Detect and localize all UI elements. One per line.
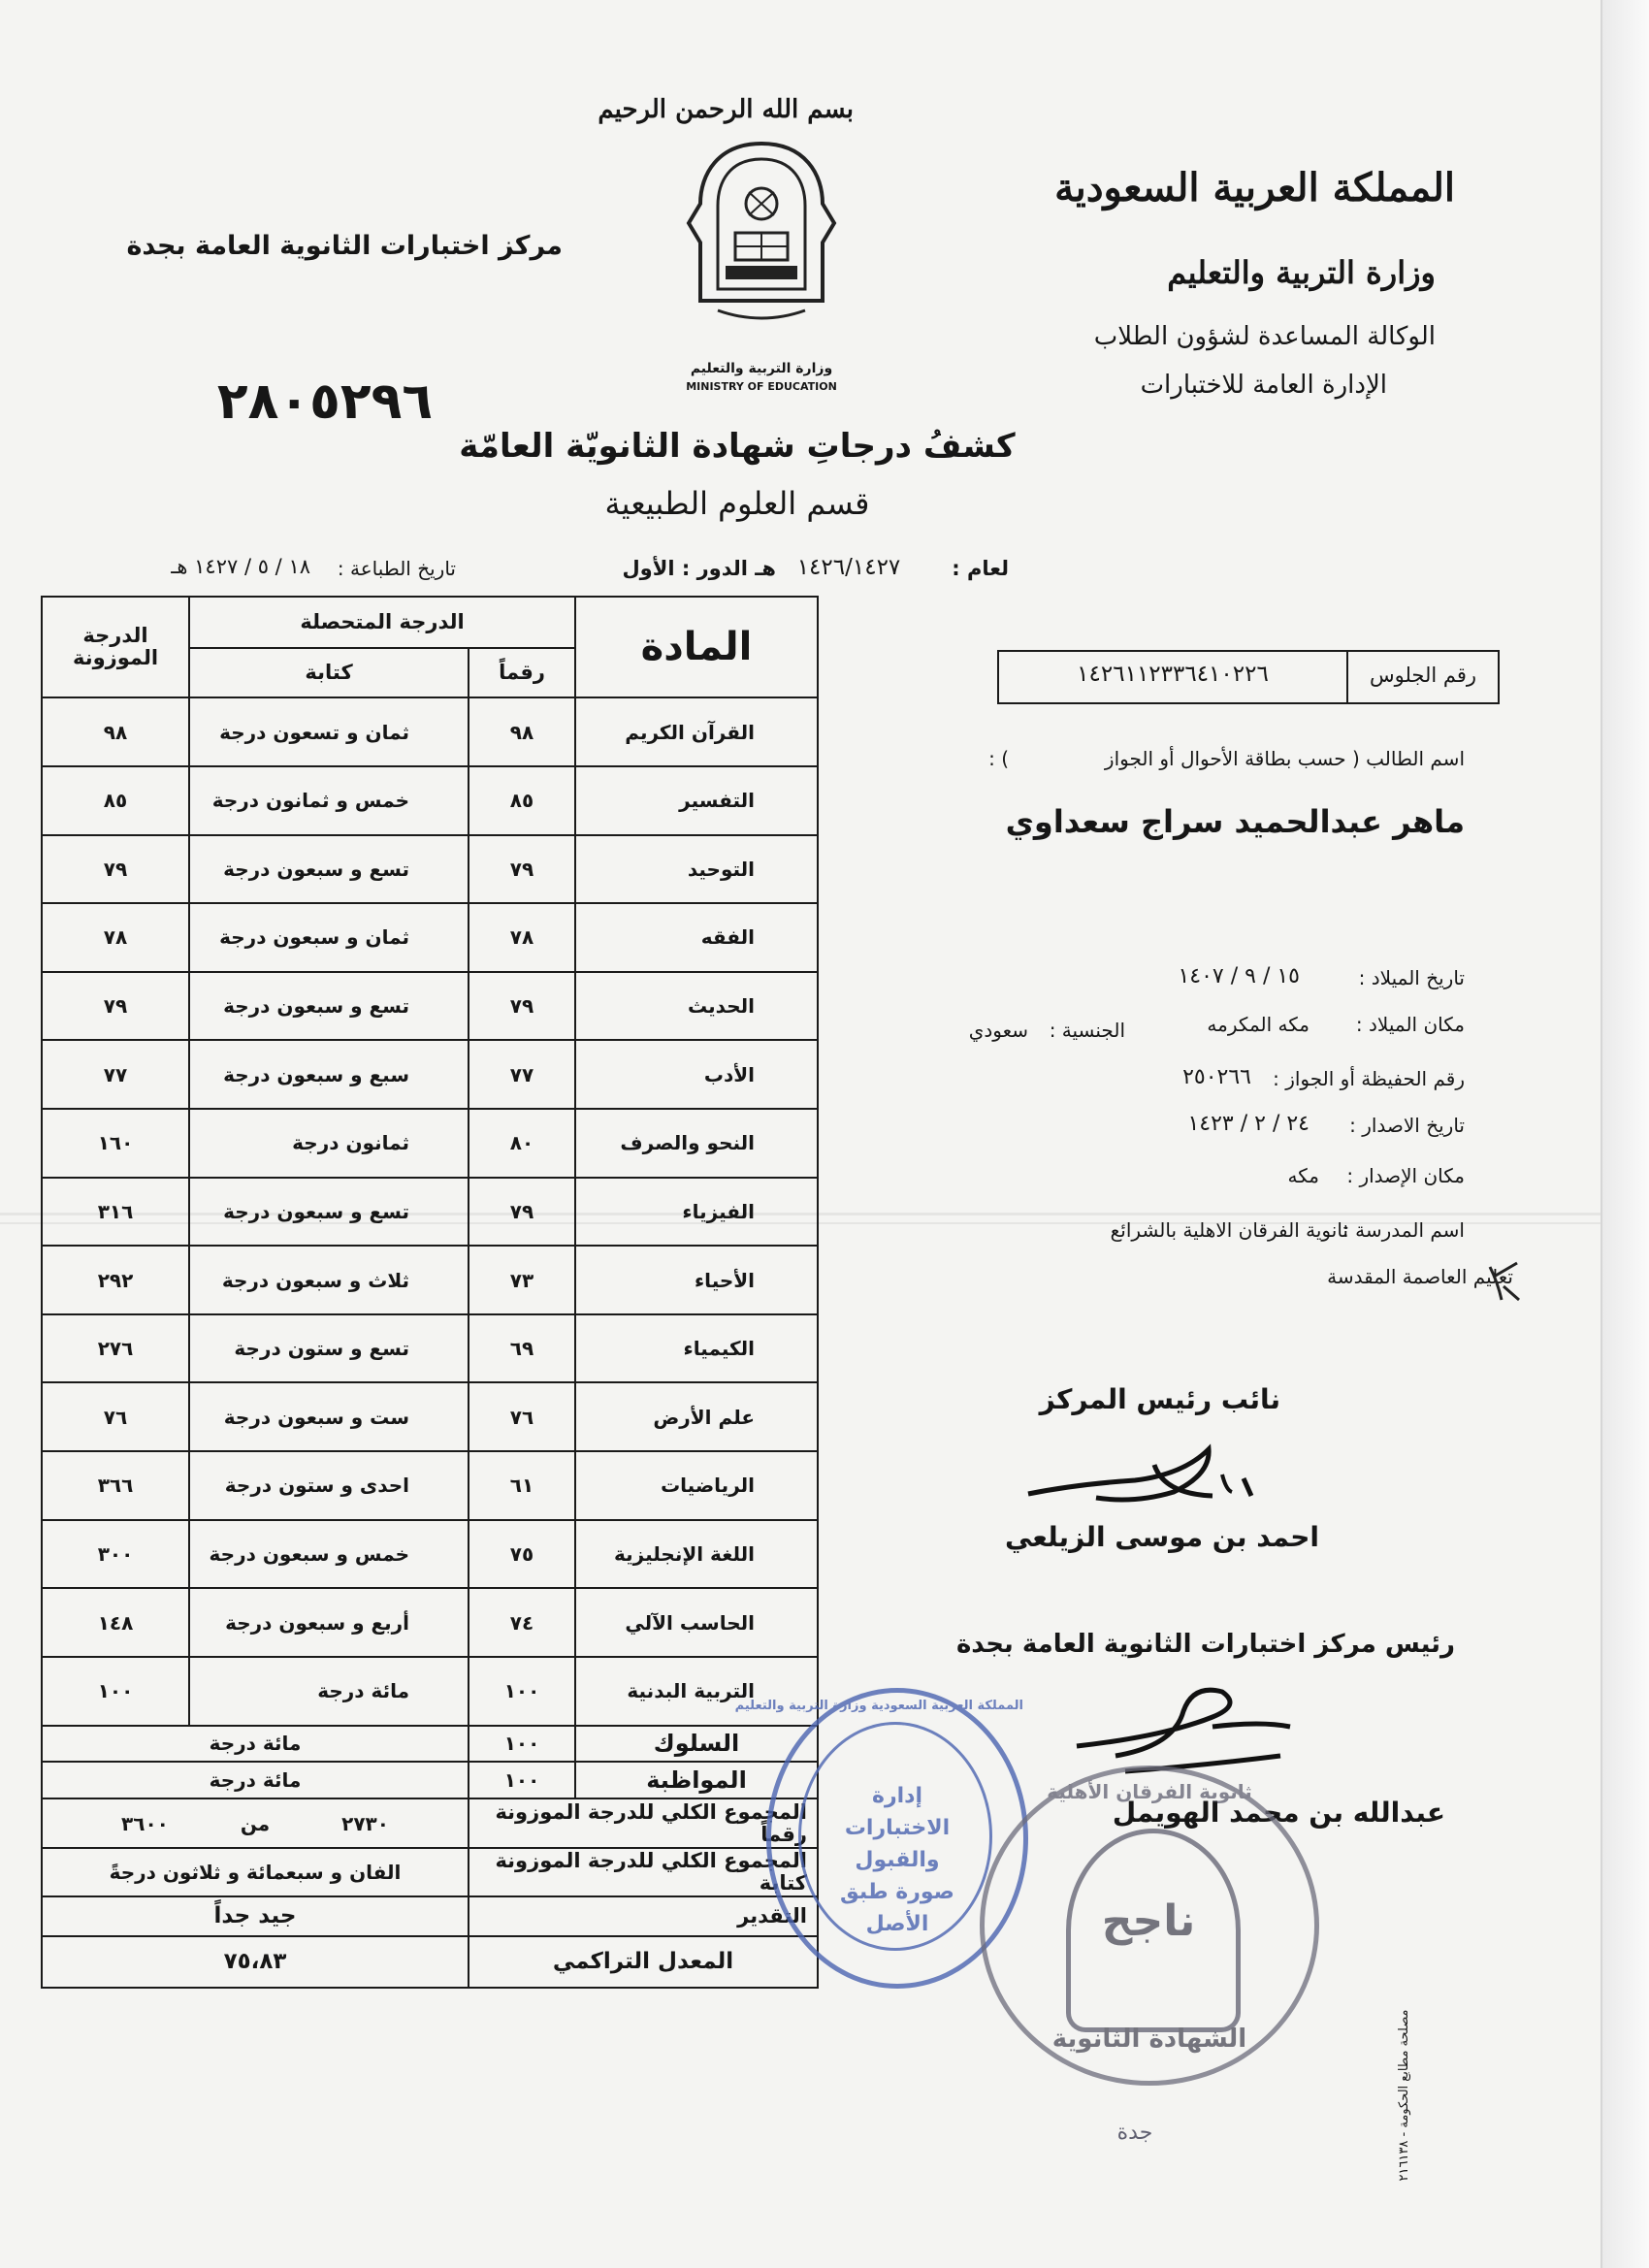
id-value: ٢٥٠٢٦٦	[1182, 1065, 1251, 1089]
weighted-cell: ٣١٦	[42, 1178, 189, 1247]
issue-place-label: مكان الإصدار :	[1346, 1164, 1465, 1187]
nationality-label: الجنسية :	[1049, 1019, 1125, 1042]
weighted-header-line1: الدرجة	[82, 624, 148, 648]
weighted-cell: ١٠٠	[42, 1657, 189, 1726]
table-row	[42, 1109, 818, 1178]
weighted-cell: ٢٩٢	[42, 1246, 189, 1314]
table-row	[42, 1178, 818, 1247]
words-cell: ثلاث و سبعون درجة	[189, 1246, 469, 1314]
weighted-cell: ٧٩	[42, 835, 189, 904]
serial-number: ٢٨٠٥٢٩٦	[216, 373, 434, 431]
document-subtitle: قسم العلوم الطبيعية	[604, 485, 870, 522]
weighted-cell: ٧٩	[42, 972, 189, 1041]
words-cell: ثمان و تسعون درجة	[189, 697, 469, 766]
table-row	[42, 1246, 818, 1314]
deputy-name: احمد بن موسى الزيلعي	[1004, 1521, 1319, 1553]
gpa-label: المعدل التراكمي	[469, 1936, 818, 1988]
pob-label: مكان الميلاد :	[1355, 1013, 1465, 1036]
page-edge	[1600, 0, 1649, 2268]
print-date-label: تاريخ الطباعة :	[337, 557, 456, 580]
student-name-label-end: ) :	[988, 747, 1009, 770]
school-label: اسم المدرسة :	[1342, 1218, 1465, 1242]
obtained-header: الدرجة المتحصلة	[189, 597, 575, 648]
subject-cell: علم الأرض	[575, 1382, 818, 1451]
table-row	[42, 903, 818, 972]
digits-cell: ٧٩	[469, 1178, 575, 1247]
pob-value: مكه المكرمه	[1207, 1013, 1310, 1036]
round-label: هـ الدور : الأول	[622, 557, 776, 580]
table-row	[42, 1520, 818, 1589]
behavior-digits: ١٠٠	[469, 1726, 575, 1763]
seat-label: رقم الجلوس	[1369, 664, 1477, 687]
ministry-logo	[679, 136, 844, 340]
words-cell: ثمان و سبعون درجة	[189, 903, 469, 972]
subject-cell: الفقه	[575, 903, 818, 972]
digits-cell: ٧٨	[469, 903, 575, 972]
digits-cell: ٧٤	[469, 1588, 575, 1657]
deputy-title: نائب رئيس المركز	[1039, 1383, 1280, 1415]
subject-cell: الحاسب الآلي	[575, 1588, 818, 1657]
table-row	[42, 1314, 818, 1383]
pass-stamp-text: ناجح	[1101, 1896, 1196, 1946]
subject-cell: الرياضيات	[575, 1451, 818, 1520]
total-of: من	[240, 1811, 271, 1835]
digits-cell: ٦٩	[469, 1314, 575, 1383]
digits-cell: ٨٥	[469, 766, 575, 835]
table-row	[42, 972, 818, 1041]
words-cell: تسع و سبعون درجة	[189, 972, 469, 1041]
attendance-digits: ١٠٠	[469, 1762, 575, 1798]
weighted-cell: ٧٦	[42, 1382, 189, 1451]
exam-center-name: مركز اختبارات الثانوية العامة بجدة	[126, 231, 563, 261]
digits-cell: ٨٠	[469, 1109, 575, 1178]
subject-cell: التربية البدنية	[575, 1657, 818, 1726]
total-words-label: المجموع الكلي للدرجة الموزونة كتابة	[469, 1848, 818, 1895]
dob-label: تاريخ الميلاد :	[1358, 966, 1465, 989]
year-value: ١٤٢٦/١٤٢٧	[796, 555, 901, 580]
words-cell: خمس و ثمانون درجة	[189, 766, 469, 835]
weighted-cell: ٣٦٦	[42, 1451, 189, 1520]
digits-cell: ٧٧	[469, 1040, 575, 1109]
school-stamp-bottom: الشهادة الثانوية	[1051, 2025, 1247, 2054]
words-header: كتابة	[189, 648, 469, 697]
issue-date-label: تاريخ الاصدار :	[1349, 1114, 1465, 1137]
words-cell: سبع و سبعون درجة	[189, 1040, 469, 1109]
gpa-value: ٧٥،٨٣	[42, 1936, 469, 1988]
digits-cell: ٧٩	[469, 835, 575, 904]
digits-cell: ١٠٠	[469, 1657, 575, 1726]
behavior-words: مائة درجة	[42, 1726, 469, 1763]
words-cell: ست و سبعون درجة	[189, 1382, 469, 1451]
behavior-label: السلوك	[575, 1726, 818, 1763]
table-row	[42, 1588, 818, 1657]
digits-cell: ٧٣	[469, 1246, 575, 1314]
words-cell: ثمانون درجة	[189, 1109, 469, 1178]
school-stamp	[980, 1766, 1319, 2086]
id-label: رقم الحفيظة أو الجواز :	[1273, 1067, 1465, 1090]
table-row	[42, 766, 818, 835]
ministry-name: وزارة التربية والتعليم	[1167, 254, 1436, 291]
student-name: ماهر عبدالحميد سراج سعداوي	[1005, 803, 1465, 840]
table-row	[42, 835, 818, 904]
issue-place-value: مكه	[1287, 1164, 1319, 1187]
total-digits-label: المجموع الكلي للدرجة الموزونة رقماً	[469, 1798, 818, 1848]
agency-name: الوكالة المساعدة لشؤون الطلاب	[1093, 322, 1436, 351]
subject-cell: اللغة الإنجليزية	[575, 1520, 818, 1589]
subject-cell: النحو والصرف	[575, 1109, 818, 1178]
words-cell: مائة درجة	[189, 1657, 469, 1726]
weighted-cell: ٩٨	[42, 697, 189, 766]
words-cell: تسع و سبعون درجة	[189, 835, 469, 904]
deputy-signature	[1018, 1436, 1271, 1523]
table-row	[42, 1040, 818, 1109]
weighted-cell: ١٦٠	[42, 1109, 189, 1178]
attendance-label: المواظبة	[575, 1762, 818, 1798]
subject-cell: الكيمياء	[575, 1314, 818, 1383]
table-row	[42, 1382, 818, 1451]
attendance-words: مائة درجة	[42, 1762, 469, 1798]
subject-header: المادة	[575, 597, 818, 697]
weighted-cell: ٧٧	[42, 1040, 189, 1109]
words-cell: احدى و ستون درجة	[189, 1451, 469, 1520]
table-row	[42, 1451, 818, 1520]
weighted-cell: ٧٨	[42, 903, 189, 972]
digits-header: رقماً	[469, 648, 575, 697]
year-label: لعام :	[952, 557, 1009, 580]
weighted-cell: ٢٧٦	[42, 1314, 189, 1383]
digits-cell: ٧٦	[469, 1382, 575, 1451]
total-value: ٢٧٣٠	[341, 1811, 389, 1835]
stamp-city: جدة	[1116, 2121, 1153, 2145]
blue-stamp-ring-text: المملكة العربية السعودية وزارة التربية والتعليم	[734, 1699, 1023, 1713]
region-name: تعليم العاصمة المقدسة	[1327, 1265, 1513, 1288]
words-cell: تسع و سبعون درجة	[189, 1178, 469, 1247]
subject-cell: التوحيد	[575, 835, 818, 904]
grades-table	[41, 596, 819, 1989]
student-name-label: اسم الطالب ( حسب بطاقة الأحوال أو الجواز	[1104, 747, 1465, 770]
digits-cell: ٩٨	[469, 697, 575, 766]
printer-note: مصلحة مطابع الحكومة - ٢١٦١٣٨	[1397, 2009, 1411, 2182]
nationality-value: سعودي	[968, 1019, 1028, 1042]
logo-caption-ar: وزارة التربية والتعليم	[690, 361, 833, 376]
digits-cell: ٧٩	[469, 972, 575, 1041]
head-title: رئيس مركز اختبارات الثانوية العامة بجدة	[955, 1630, 1455, 1659]
grade-label: التقدير	[469, 1896, 818, 1936]
logo-caption-en: MINISTRY OF EDUCATION	[686, 380, 837, 393]
blue-stamp-inner-text: إدارة الاختبارات والقبول صورة طبق الأصل	[840, 1784, 954, 1936]
weighted-header	[42, 597, 189, 697]
table-row	[42, 697, 818, 766]
basmala: بسم الله الرحمن الرحيم	[598, 95, 854, 124]
table-row	[42, 1657, 818, 1726]
seat-number: ١٤٢٦١١٢٣٣٦٤١٠٢٢٦	[1077, 662, 1269, 687]
subject-cell: الحديث	[575, 972, 818, 1041]
issue-date-value: ٢٤ / ٢ / ١٤٢٣	[1187, 1112, 1310, 1136]
total-digits-cell	[42, 1798, 469, 1848]
weighted-cell: ٣٠٠	[42, 1520, 189, 1589]
weighted-header-line2: الموزونة	[72, 646, 159, 670]
digits-cell: ٦١	[469, 1451, 575, 1520]
subject-cell: الأدب	[575, 1040, 818, 1109]
department-name: الإدارة العامة للاختبارات	[1140, 371, 1387, 400]
digits-cell: ٧٥	[469, 1520, 575, 1589]
words-cell: أربع و سبعون درجة	[189, 1588, 469, 1657]
print-date-value: ١٨ / ٥ / ١٤٢٧ هـ	[171, 555, 310, 578]
weighted-cell: ١٤٨	[42, 1588, 189, 1657]
check-mark	[1484, 1257, 1523, 1306]
total-max: ٣٦٠٠	[121, 1811, 169, 1835]
words-cell: تسع و ستون درجة	[189, 1314, 469, 1383]
head-name: عبدالله بن محمد الهويمل	[1112, 1797, 1445, 1829]
school-value: ثانوية الفرقان الاهلية بالشرائع	[1110, 1218, 1348, 1242]
weighted-cell: ٨٥	[42, 766, 189, 835]
subject-cell: الفيزياء	[575, 1178, 818, 1247]
seat-number-box	[997, 650, 1500, 704]
total-words: الفان و سبعمائة و ثلاثون درجةً	[42, 1848, 469, 1895]
school-stamp-ring-text: ثانوية الفرقان الأهلية	[1047, 1780, 1252, 1803]
subject-cell: الأحياء	[575, 1246, 818, 1314]
words-cell: خمس و سبعون درجة	[189, 1520, 469, 1589]
kingdom-name: المملكة العربية السعودية	[1054, 165, 1455, 211]
document-title: كشفُ درجاتِ شهادة الثانويّة العامّة	[459, 427, 1016, 466]
dob-value: ١٥ / ٩ / ١٤٠٧	[1178, 964, 1300, 988]
subject-cell: التفسير	[575, 766, 818, 835]
grade-value: جيد جداً	[42, 1896, 469, 1936]
subject-cell: القرآن الكريم	[575, 697, 818, 766]
